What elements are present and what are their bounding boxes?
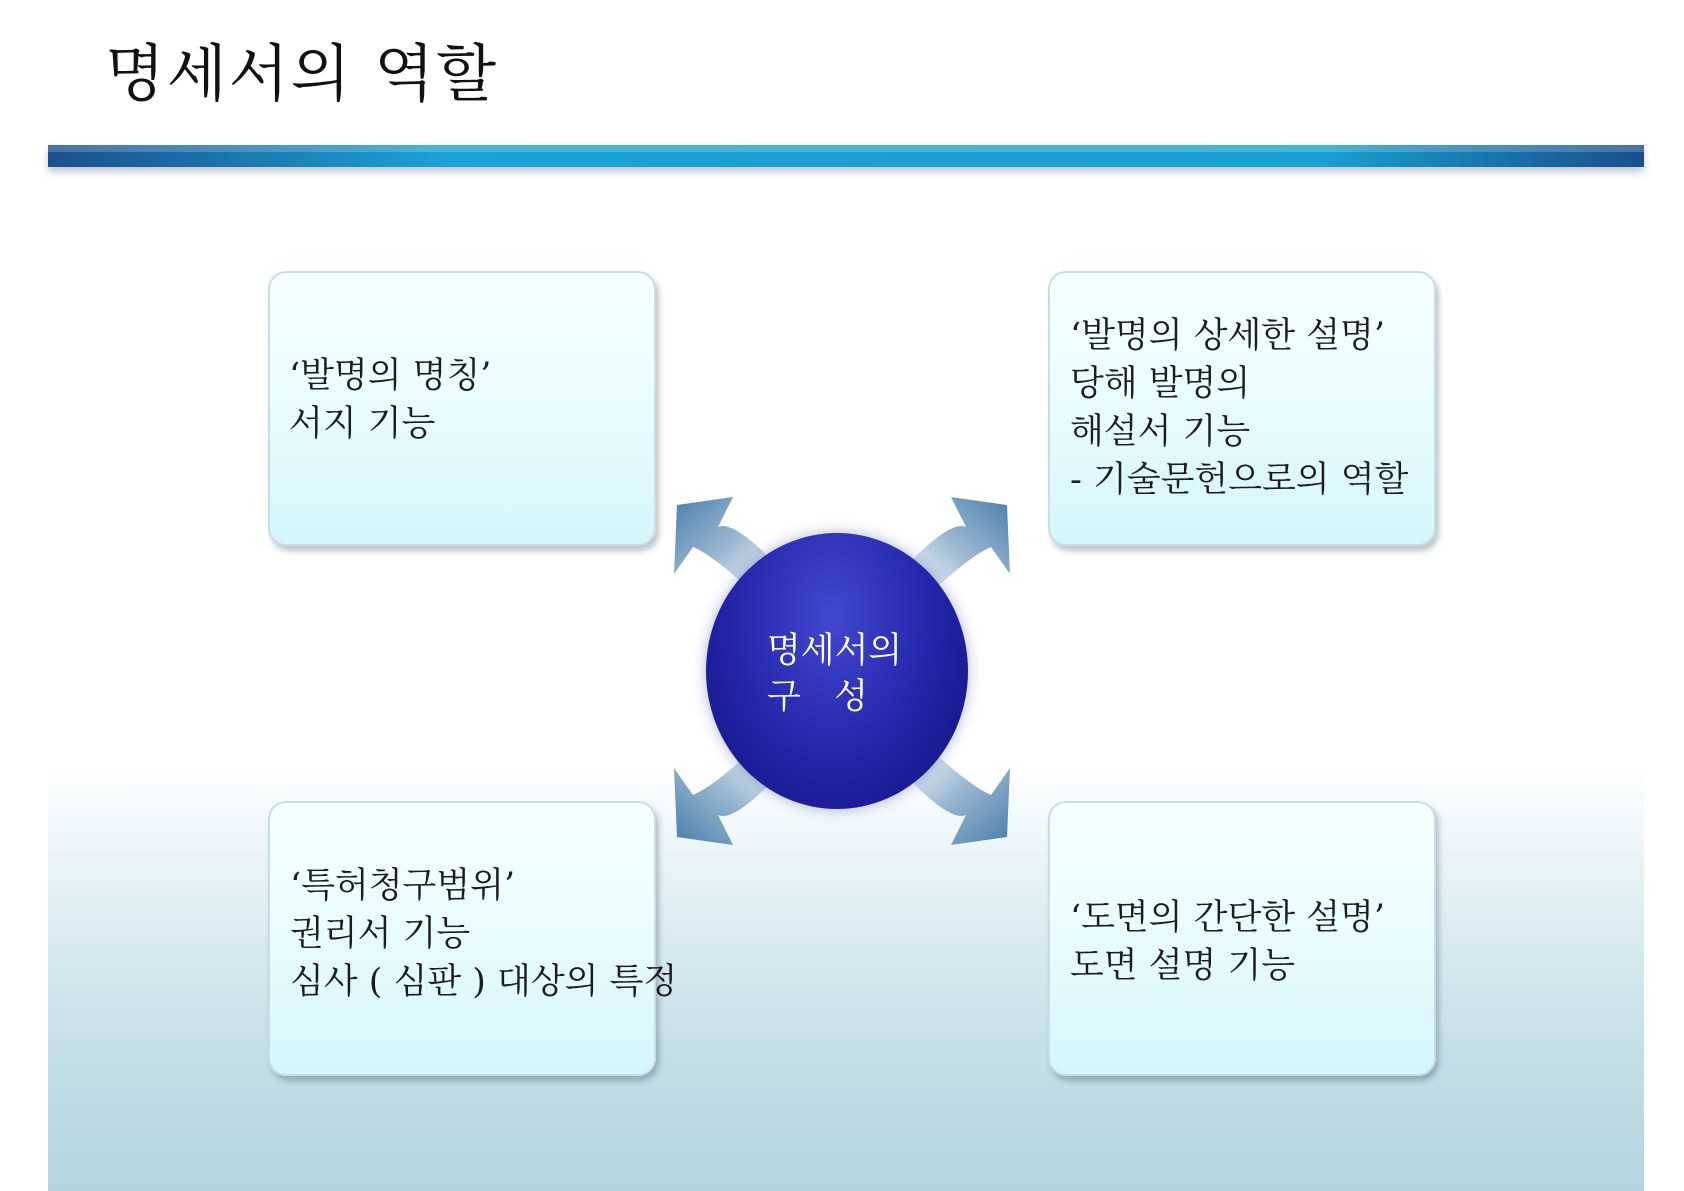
page-title: 명세서의 역할 [105, 37, 499, 110]
card-line: - 기술문헌으로의 역할 [1070, 460, 1409, 500]
card-claims-text [290, 862, 677, 1006]
card-line: 도면 설명 기능 [1070, 946, 1296, 986]
card-invention-title-text [289, 352, 491, 448]
center-label-line-2: 구 성 [767, 677, 868, 717]
card-line: 심사 ( 심판 ) 대상의 특정 [290, 962, 678, 1002]
card-line: 서지 기능 [289, 404, 436, 444]
card-drawing-description-text [1070, 894, 1385, 990]
card-line: ‘발명의 명칭’ [289, 356, 492, 396]
card-line: 해설서 기능 [1070, 412, 1251, 452]
card-line: 당해 발명의 [1070, 364, 1251, 404]
card-line: ‘발명의 상세한 설명’ [1070, 316, 1385, 356]
center-label [767, 628, 902, 720]
card-line: ‘특허청구범위’ [290, 866, 516, 906]
center-label-line-1: 명세서의 [767, 631, 903, 671]
card-detailed-description-text [1070, 312, 1408, 504]
card-line: 권리서 기능 [290, 914, 471, 954]
card-line: ‘도면의 간단한 설명’ [1070, 898, 1385, 938]
